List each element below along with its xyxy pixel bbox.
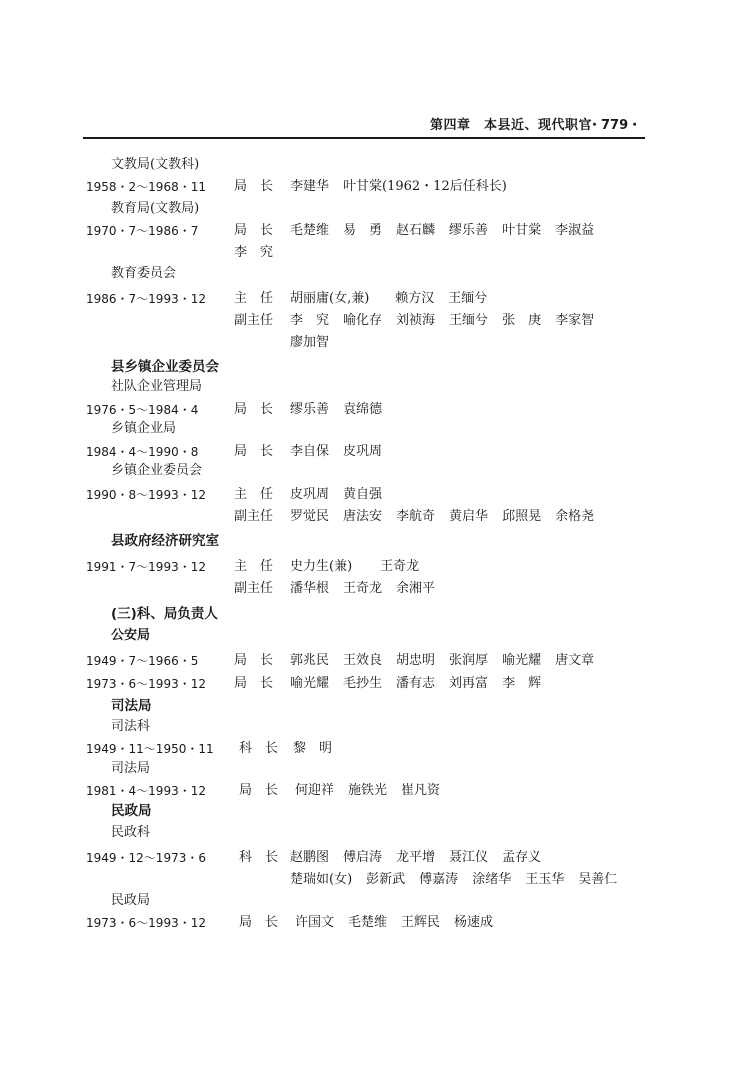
post-title: 主 任 xyxy=(234,487,274,502)
official-name: 孟存义 xyxy=(502,850,542,865)
official-names xyxy=(290,850,555,866)
term-period: 1984・4～1990・8 xyxy=(86,445,199,459)
post-title: 科 长 xyxy=(239,850,279,865)
official-names xyxy=(295,783,454,799)
official-name: 刘再富 xyxy=(449,676,489,691)
org-name: 文教局(文教科) xyxy=(111,157,200,172)
official-name: 李淑益 xyxy=(555,223,595,238)
official-names xyxy=(290,402,396,418)
post-title: 局 长 xyxy=(239,915,279,930)
official-names xyxy=(290,509,608,525)
official-names xyxy=(290,653,608,669)
term-period: 1949・12～1973・6 xyxy=(86,851,206,865)
term-period: 1986・7～1993・12 xyxy=(86,292,206,306)
official-name: 喻化存 xyxy=(343,313,383,328)
official-name: 李 辉 xyxy=(502,676,542,691)
official-names xyxy=(293,741,346,757)
term-period: 1970・7～1986・7 xyxy=(86,224,199,238)
official-name: 缪乐善 xyxy=(449,223,489,238)
official-name: 何迎祥 xyxy=(295,783,335,798)
org-name: 民政局 xyxy=(111,893,151,908)
official-names xyxy=(290,444,396,460)
page-number: ・779・ xyxy=(588,118,642,133)
official-names-continued xyxy=(290,335,343,351)
post-title: 副主任 xyxy=(234,581,274,596)
official-names-continued xyxy=(234,245,273,261)
official-name: 王缅兮 xyxy=(449,313,489,328)
official-name: 许国文 xyxy=(295,915,335,930)
official-name: 唐文章 xyxy=(555,653,595,668)
official-name: 袁绵德 xyxy=(343,402,383,417)
section-heading: 司法局 xyxy=(111,698,152,714)
org-name: 乡镇企业局 xyxy=(111,421,177,436)
official-name: 李 究 xyxy=(290,313,330,328)
term-period: 1991・7～1993・12 xyxy=(86,560,206,574)
official-name: 王奇龙 xyxy=(380,559,420,574)
section-heading: 民政局 xyxy=(111,803,152,819)
org-name: 司法局 xyxy=(111,761,151,776)
term-period: 1949・7～1966・5 xyxy=(86,654,199,668)
post-title: 副主任 xyxy=(234,509,274,524)
post-title: 局 长 xyxy=(234,223,274,238)
official-name: 张 庚 xyxy=(502,313,542,328)
official-name: 王缅兮 xyxy=(448,291,488,306)
chapter-title: 第四章 本县近、现代职官 xyxy=(430,118,593,133)
term-period: 1958・2～1968・11 xyxy=(86,180,206,194)
post-title: 主 任 xyxy=(234,291,274,306)
official-name: 傅嘉涛 xyxy=(419,872,459,887)
official-name: 胡忠明 xyxy=(396,653,436,668)
official-name: 楚瑞如(女) xyxy=(290,872,353,887)
official-names xyxy=(290,581,449,597)
official-name: 潘有志 xyxy=(396,676,436,691)
post-title: 局 长 xyxy=(239,783,279,798)
official-name: 王效良 xyxy=(343,653,383,668)
official-name: 易 勇 xyxy=(343,223,383,238)
official-name: 毛楚维 xyxy=(290,223,330,238)
org-name: 公安局 xyxy=(111,628,151,643)
official-name: 杨速成 xyxy=(454,915,494,930)
official-name: 皮巩周 xyxy=(290,487,330,502)
official-name: 毛楚维 xyxy=(348,915,388,930)
official-name: 崔凡资 xyxy=(401,783,441,798)
post-title: 主 任 xyxy=(234,559,274,574)
official-names xyxy=(290,559,433,575)
official-names xyxy=(290,676,555,692)
org-name: 教育局(文教局) xyxy=(111,201,200,216)
official-name: 罗觉民 xyxy=(290,509,330,524)
official-name: 黄自强 xyxy=(343,487,383,502)
official-name: 喻光耀 xyxy=(502,653,542,668)
official-name: 余格尧 xyxy=(555,509,595,524)
post-title: 科 长 xyxy=(239,741,279,756)
official-names xyxy=(290,179,521,195)
official-name: 李航奇 xyxy=(396,509,436,524)
post-title: 局 长 xyxy=(234,402,274,417)
official-names xyxy=(290,313,608,329)
post-title: 局 长 xyxy=(234,444,274,459)
official-name: 唐法安 xyxy=(343,509,383,524)
official-name: 王奇龙 xyxy=(343,581,383,596)
post-title: 局 长 xyxy=(234,676,274,691)
term-period: 1976・5～1984・4 xyxy=(86,403,199,417)
official-names-continued xyxy=(290,872,631,888)
official-name: 李 究 xyxy=(234,245,274,260)
official-name: 毛抄生 xyxy=(343,676,383,691)
org-name: 司法科 xyxy=(111,719,151,734)
official-name: 赖方汉 xyxy=(395,291,435,306)
term-period: 1973・6～1993・12 xyxy=(86,916,206,930)
official-name: 邱照晃 xyxy=(502,509,542,524)
official-name: 吴善仁 xyxy=(578,872,618,887)
official-name: 龙平增 xyxy=(396,850,436,865)
official-name: 廖加智 xyxy=(290,335,330,350)
post-title: 副主任 xyxy=(234,313,274,328)
official-name: 潘华根 xyxy=(290,581,330,596)
official-name: 彭新武 xyxy=(366,872,406,887)
org-name: 民政科 xyxy=(111,825,151,840)
official-name: 聂江仪 xyxy=(449,850,489,865)
official-name: 涂绪华 xyxy=(472,872,512,887)
term-period: 1990・8～1993・12 xyxy=(86,488,206,502)
official-name: 郭兆民 xyxy=(290,653,330,668)
official-name: 皮巩周 xyxy=(343,444,383,459)
org-name: 社队企业管理局 xyxy=(111,379,203,394)
official-name: 叶甘棠(1962・12后任科长) xyxy=(343,179,507,194)
section-heading: 县政府经济研究室 xyxy=(111,533,219,549)
official-name: 王辉民 xyxy=(401,915,441,930)
term-period: 1949・11～1950・11 xyxy=(86,742,214,756)
official-name: 傅启涛 xyxy=(343,850,383,865)
section-heading: 县乡镇企业委员会 xyxy=(111,359,219,375)
official-name: 缪乐善 xyxy=(290,402,330,417)
official-name: 叶甘棠 xyxy=(502,223,542,238)
official-name: 赵石麟 xyxy=(396,223,436,238)
official-name: 李建华 xyxy=(290,179,330,194)
official-names xyxy=(295,915,507,931)
official-name: 余湘平 xyxy=(396,581,436,596)
official-name: 史力生(兼) xyxy=(290,559,353,574)
official-name: 黎 明 xyxy=(293,741,333,756)
official-name: 喻光耀 xyxy=(290,676,330,691)
official-name: 黄启华 xyxy=(449,509,489,524)
official-name: 施铁光 xyxy=(348,783,388,798)
official-name: 李家智 xyxy=(555,313,595,328)
header-rule xyxy=(83,137,645,139)
official-names xyxy=(290,291,501,307)
official-name: 赵鹏图 xyxy=(290,850,330,865)
term-period: 1981・4～1993・12 xyxy=(86,784,206,798)
post-title: 局 长 xyxy=(234,653,274,668)
official-name: 李自保 xyxy=(290,444,330,459)
post-title: 局 长 xyxy=(234,179,274,194)
org-name: 教育委员会 xyxy=(111,266,177,281)
section-heading: (三)科、局负责人 xyxy=(111,606,218,622)
official-names xyxy=(290,487,396,503)
official-names xyxy=(290,223,608,239)
official-name: 刘祯海 xyxy=(396,313,436,328)
term-period: 1973・6～1993・12 xyxy=(86,677,206,691)
official-name: 张润厚 xyxy=(449,653,489,668)
official-name: 胡丽庸(女,兼) xyxy=(290,291,370,306)
official-name: 王玉华 xyxy=(525,872,565,887)
org-name: 乡镇企业委员会 xyxy=(111,463,203,478)
